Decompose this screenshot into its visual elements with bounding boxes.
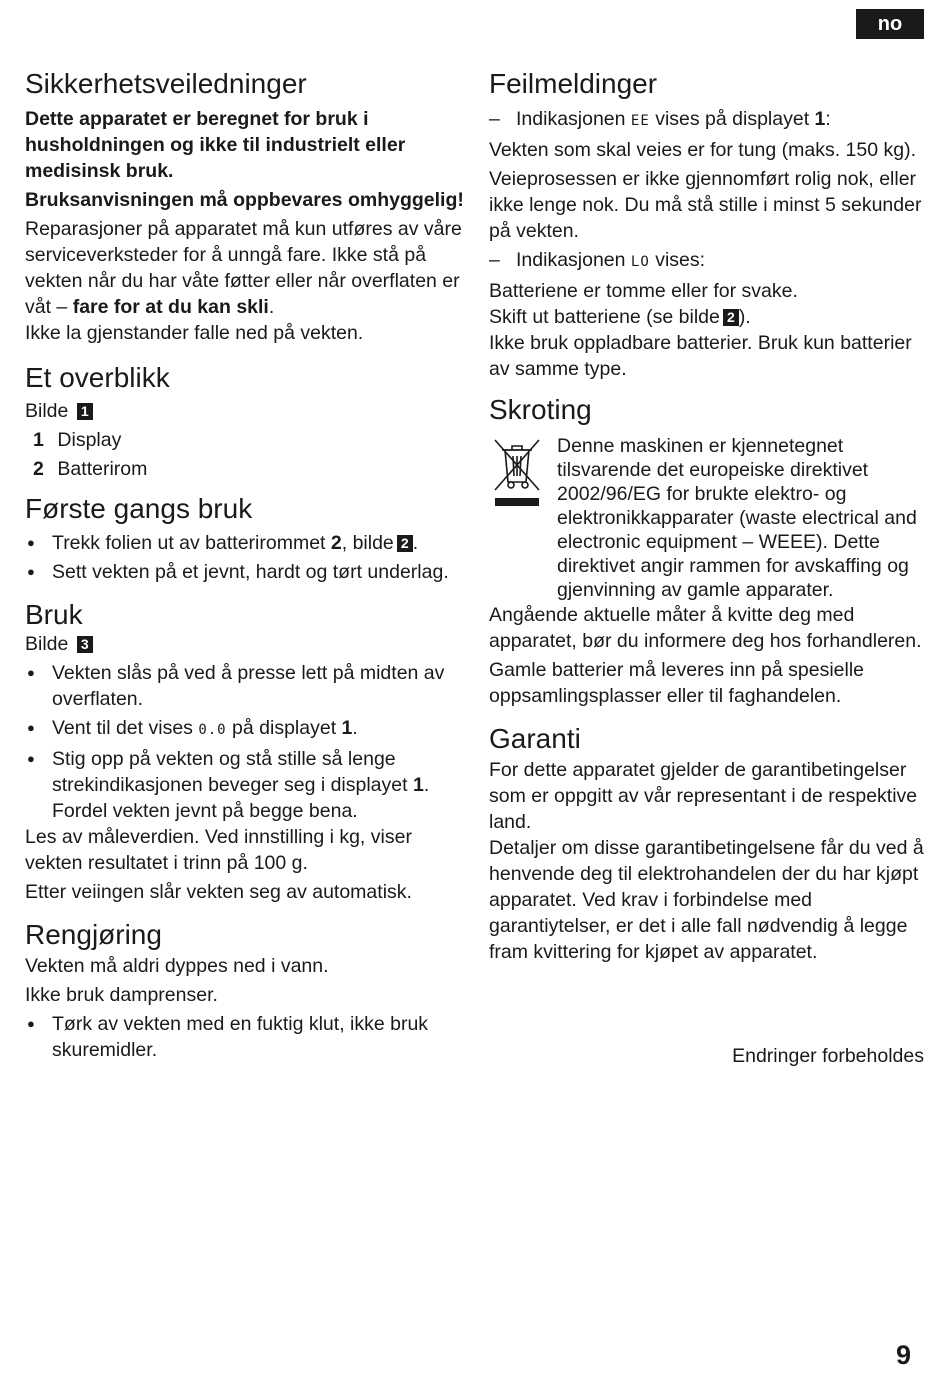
overview-title: Et overblikk (25, 362, 170, 393)
use-title: Bruk (25, 599, 83, 630)
use-bilde: Bilde 3 (25, 631, 465, 657)
weee-block (489, 434, 924, 602)
safety-paragraph-1: Reparasjoner på apparatet må kun utføres av våre serviceverksteder for å unngå fare. Ikke stå på vekten når du har våte føtter eller når overflaten er våt – fare for at du kan skli. (25, 218, 462, 318)
figure-ref-badge: 3 (77, 636, 93, 653)
changes-reserved-note: Endringer forbeholdes (732, 1045, 924, 1067)
use-paragraph-2: Etter veiingen slår vekten seg av automatisk. (25, 881, 412, 903)
crossed-bin-icon (491, 436, 543, 508)
error-indication-lo: – Indikasjonen LO vises: (489, 247, 924, 275)
errors-title: Feilmeldinger (489, 68, 658, 99)
page-number: 9 (896, 1340, 912, 1370)
errors-paragraph-1: Vekten som skal veies er for tung (maks. 150 kg). (489, 139, 917, 161)
first-use-list (25, 530, 465, 585)
disposal-title: Skroting (489, 394, 592, 425)
cleaning-paragraph-2: Ikke bruk damprenser. (25, 984, 218, 1006)
cleaning-list (25, 1011, 465, 1063)
list-item: ● Vekten slås på ved å presse lett på midten av overflaten. (25, 660, 465, 712)
figure-ref-badge: 2 (723, 309, 739, 326)
safety-bold-1: Dette apparatet er beregnet for bruk i husholdningen og ikke til industrielt eller medisinsk bruk. (25, 108, 406, 182)
errors-paragraph-2: Veieprosessen er ikke gjennomført rolig nok, eller ikke lenge nok. Du må stå stille i minst 5 sekunder på vekten. (489, 168, 922, 242)
cleaning-title: Rengjøring (25, 919, 162, 950)
figure-ref-badge: 2 (397, 535, 413, 552)
cleaning-paragraph-1: Vekten må aldri dyppes ned i vann. (25, 955, 329, 977)
overview-bilde: Bilde 1 (25, 398, 465, 424)
lcd-lo-readout: LO (630, 254, 650, 270)
disposal-paragraph-2: Gamle batterier må leveres inn på spesielle oppsamlingsplasser eller til faghandelen. (489, 659, 865, 707)
use-paragraph-1: Les av måleverdien. Ved innstilling i kg, viser vekten resultatet i trinn på 100 g. (25, 826, 412, 874)
lcd-ee-readout: EE (630, 113, 650, 129)
disposal-paragraph-1: Angående aktuelle måter å kvitte deg med apparatet, bør du informere deg hos forhandleren. (489, 604, 922, 652)
warranty-title: Garanti (489, 723, 581, 754)
first-use-title: Første gangs bruk (25, 493, 253, 524)
list-item: ● Trekk folien ut av batterirommet 2, bilde 2 . (25, 530, 465, 556)
errors-paragraph-3: Batteriene er tomme eller for svake. (489, 280, 798, 302)
safety-paragraph-2: Ikke la gjenstander falle ned på vekten. (25, 322, 364, 344)
figure-ref-badge: 1 (77, 403, 93, 420)
list-item: ● Tørk av vekten med en fuktig klut, ikke bruk skuremidler. (25, 1011, 465, 1063)
warranty-paragraph-1: For dette apparatet gjelder de garantibetingelser som er oppgitt av vår representant i de respektive land. (489, 759, 918, 833)
error-indication-ee: – Indikasjonen EE vises på displayet 1: (489, 106, 924, 134)
right-column (489, 66, 924, 1069)
list-item: ● Sett vekten på et jevnt, hardt og tørt underlag. (25, 559, 465, 585)
list-item: ● Stig opp på vekten og stå stille så lenge strekindikasjonen beveger seg i displayet 1. Fordel vekten jevnt på begge bena. (25, 746, 465, 824)
use-list (25, 660, 465, 824)
lcd-zero-readout: 0.0 (198, 722, 227, 738)
list-item: ● Vent til det vises 0.0 på displayet 1. (25, 715, 465, 743)
weee-text: Denne maskinen er kjennetegnet tilsvarende det europeiske direktivet 2002/96/EG for brukte elektro- og elektronikkapparater (waste electrical and electronic equipment – WEEE). Dette direktivet angir rammen for avskaffing og gjenvinning av gamle apparater. (557, 435, 917, 601)
overview-item-battery: 2 Batterirom (33, 458, 148, 480)
warranty-paragraph-2: Detaljer om disse garantibetingelsene får du ved å henvende deg til elektrohandelen der du har kjøpt apparatet. Ved krav i forbindelse med garantiytelser, er det i alle fall nødvendig å legge fram kvittering for kjøpet av apparatet. (489, 837, 924, 963)
safety-bold-2: Bruksanvisningen må oppbevares omhyggelig! (25, 189, 464, 211)
errors-paragraph-5: Ikke bruk oppladbare batterier. Bruk kun batterier av samme type. (489, 332, 912, 380)
safety-title: Sikkerhetsveiledninger (25, 68, 307, 99)
errors-paragraph-4: Skift ut batteriene (se bilde 2 ). (489, 306, 751, 328)
language-tab: no (856, 9, 924, 39)
overview-item-display: 1 Display (33, 429, 122, 451)
left-column (25, 66, 465, 1063)
